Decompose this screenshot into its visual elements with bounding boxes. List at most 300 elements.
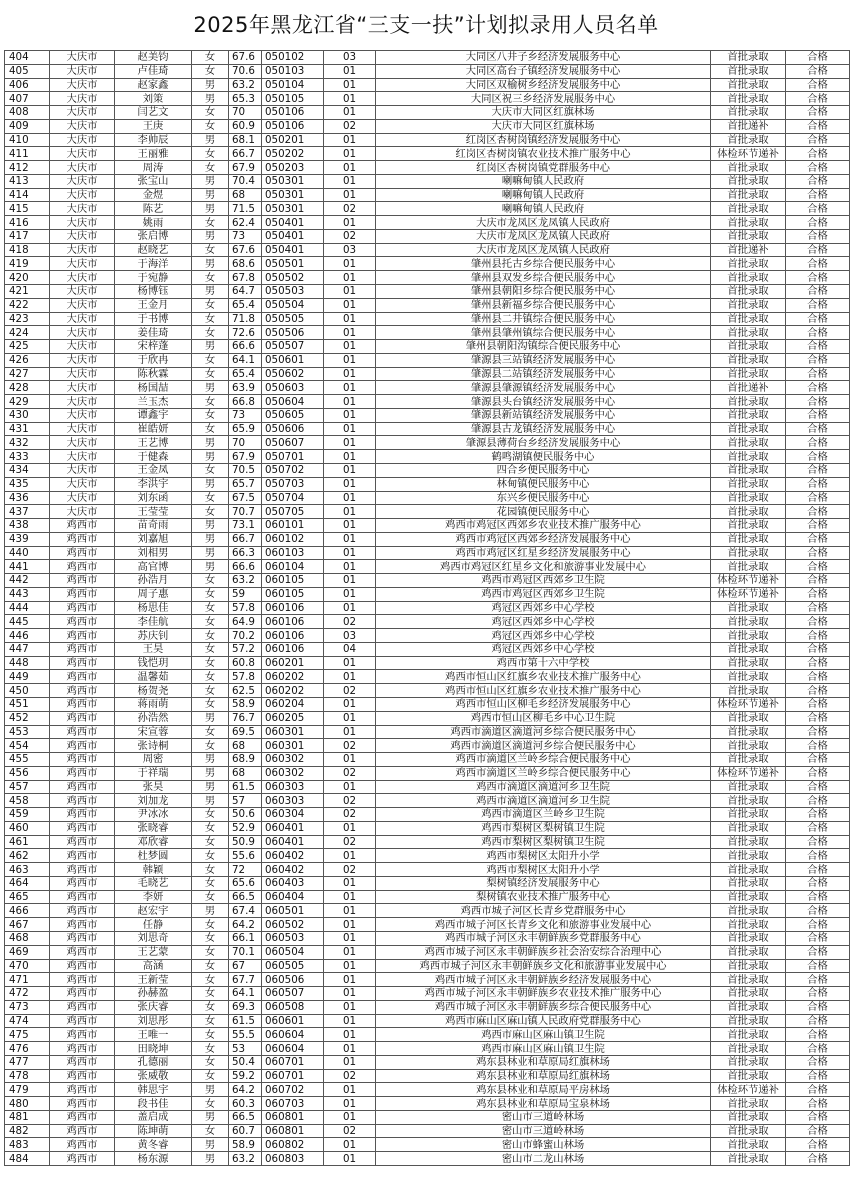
- score-cell: 61.5: [229, 780, 262, 794]
- row-number-cell: 444: [5, 601, 50, 615]
- gender-cell: 女: [192, 161, 229, 175]
- candidate-name-cell: 张宝山: [115, 174, 192, 188]
- table-row: [5, 1097, 850, 1111]
- row-number-cell: 423: [5, 312, 50, 326]
- admission-batch-cell: 首批录取: [711, 106, 786, 120]
- gender-cell: 女: [192, 932, 229, 946]
- exam-result-cell: 合格: [786, 587, 850, 601]
- admission-batch-cell: 首批录取: [711, 367, 786, 381]
- candidate-name-cell: 宋宣蓉: [115, 725, 192, 739]
- row-number-cell: 448: [5, 656, 50, 670]
- candidate-name-cell: 兰玉杰: [115, 395, 192, 409]
- exam-result-cell: 合格: [786, 202, 850, 216]
- city-cell: 鸡西市: [50, 532, 115, 546]
- city-cell: 鸡西市: [50, 1138, 115, 1152]
- row-number-cell: 442: [5, 574, 50, 588]
- admission-batch-cell: 首批录取: [711, 1069, 786, 1083]
- exam-result-cell: 合格: [786, 229, 850, 243]
- table-row: [5, 477, 850, 491]
- slot-code-cell: 02: [324, 202, 376, 216]
- gender-cell: 女: [192, 147, 229, 161]
- slot-code-cell: 01: [324, 1083, 376, 1097]
- admission-batch-cell: 首批录取: [711, 601, 786, 615]
- gender-cell: 女: [192, 973, 229, 987]
- row-number-cell: 430: [5, 408, 50, 422]
- table-row: [5, 615, 850, 629]
- table-row: [5, 243, 850, 257]
- gender-cell: 女: [192, 739, 229, 753]
- score-cell: 67: [229, 959, 262, 973]
- exam-result-cell: 合格: [786, 491, 850, 505]
- table-row: [5, 51, 850, 65]
- score-cell: 68: [229, 188, 262, 202]
- slot-code-cell: 01: [324, 1042, 376, 1056]
- position-code-cell: 050301: [262, 174, 324, 188]
- table-row: [5, 312, 850, 326]
- position-code-cell: 050504: [262, 298, 324, 312]
- table-row: [5, 285, 850, 299]
- admission-batch-cell: 首批录取: [711, 959, 786, 973]
- admission-batch-cell: 首批录取: [711, 890, 786, 904]
- candidate-name-cell: 赵美钧: [115, 51, 192, 65]
- candidate-name-cell: 周子惠: [115, 587, 192, 601]
- slot-code-cell: 01: [324, 697, 376, 711]
- score-cell: 63.2: [229, 574, 262, 588]
- candidate-name-cell: 段书佳: [115, 1097, 192, 1111]
- position-code-cell: 050201: [262, 133, 324, 147]
- position-code-cell: 060106: [262, 642, 324, 656]
- admission-batch-cell: 首批录取: [711, 257, 786, 271]
- employer-unit-cell: 大庆市大同区红旗林场: [376, 106, 711, 120]
- row-number-cell: 483: [5, 1138, 50, 1152]
- slot-code-cell: 01: [324, 106, 376, 120]
- score-cell: 50.6: [229, 808, 262, 822]
- score-cell: 58.9: [229, 1138, 262, 1152]
- position-code-cell: 060303: [262, 780, 324, 794]
- row-number-cell: 439: [5, 532, 50, 546]
- score-cell: 64.1: [229, 353, 262, 367]
- position-code-cell: 050705: [262, 505, 324, 519]
- city-cell: 鸡西市: [50, 587, 115, 601]
- city-cell: 大庆市: [50, 298, 115, 312]
- admission-batch-cell: 体检环节递补: [711, 574, 786, 588]
- row-number-cell: 424: [5, 326, 50, 340]
- score-cell: 63.2: [229, 78, 262, 92]
- exam-result-cell: 合格: [786, 174, 850, 188]
- roster-body: [5, 51, 850, 1166]
- slot-code-cell: 01: [324, 422, 376, 436]
- position-code-cell: 060604: [262, 1042, 324, 1056]
- row-number-cell: 465: [5, 890, 50, 904]
- table-row: [5, 505, 850, 519]
- exam-result-cell: 合格: [786, 243, 850, 257]
- city-cell: 大庆市: [50, 436, 115, 450]
- gender-cell: 女: [192, 51, 229, 65]
- position-code-cell: 060105: [262, 587, 324, 601]
- slot-code-cell: 01: [324, 408, 376, 422]
- city-cell: 鸡西市: [50, 1110, 115, 1124]
- exam-result-cell: 合格: [786, 711, 850, 725]
- employer-unit-cell: 鸡西市滴道区兰岭乡综合便民服务中心: [376, 766, 711, 780]
- position-code-cell: 060507: [262, 987, 324, 1001]
- position-code-cell: 060204: [262, 697, 324, 711]
- position-code-cell: 060503: [262, 932, 324, 946]
- gender-cell: 男: [192, 711, 229, 725]
- admission-batch-cell: 首批录取: [711, 161, 786, 175]
- gender-cell: 女: [192, 326, 229, 340]
- slot-code-cell: 01: [324, 436, 376, 450]
- score-cell: 59.2: [229, 1069, 262, 1083]
- candidate-name-cell: 李帅辰: [115, 133, 192, 147]
- score-cell: 50.4: [229, 1055, 262, 1069]
- gender-cell: 女: [192, 64, 229, 78]
- position-code-cell: 050603: [262, 381, 324, 395]
- gender-cell: 女: [192, 1042, 229, 1056]
- row-number-cell: 461: [5, 835, 50, 849]
- slot-code-cell: 01: [324, 491, 376, 505]
- row-number-cell: 407: [5, 92, 50, 106]
- slot-code-cell: 03: [324, 51, 376, 65]
- exam-result-cell: 合格: [786, 863, 850, 877]
- slot-code-cell: 01: [324, 821, 376, 835]
- candidate-name-cell: 赵宏宇: [115, 904, 192, 918]
- exam-result-cell: 合格: [786, 64, 850, 78]
- city-cell: 鸡西市: [50, 821, 115, 835]
- city-cell: 鸡西市: [50, 959, 115, 973]
- position-code-cell: 050202: [262, 147, 324, 161]
- exam-result-cell: 合格: [786, 381, 850, 395]
- candidate-name-cell: 宋梓蓬: [115, 340, 192, 354]
- score-cell: 66.7: [229, 532, 262, 546]
- employer-unit-cell: 鸡西市滴道区滴道河乡卫生院: [376, 794, 711, 808]
- score-cell: 60.9: [229, 119, 262, 133]
- city-cell: 大庆市: [50, 505, 115, 519]
- row-number-cell: 473: [5, 1000, 50, 1014]
- exam-result-cell: 合格: [786, 546, 850, 560]
- gender-cell: 女: [192, 1028, 229, 1042]
- admission-batch-cell: 首批录取: [711, 1110, 786, 1124]
- table-row: [5, 1124, 850, 1138]
- score-cell: 69.5: [229, 725, 262, 739]
- exam-result-cell: 合格: [786, 257, 850, 271]
- row-number-cell: 418: [5, 243, 50, 257]
- employer-unit-cell: 四合乡便民服务中心: [376, 463, 711, 477]
- candidate-name-cell: 张诗桐: [115, 739, 192, 753]
- position-code-cell: 060205: [262, 711, 324, 725]
- admission-batch-cell: 首批录取: [711, 642, 786, 656]
- gender-cell: 女: [192, 367, 229, 381]
- employer-unit-cell: 大同区高台子镇经济发展服务中心: [376, 64, 711, 78]
- position-code-cell: 060601: [262, 1014, 324, 1028]
- row-number-cell: 440: [5, 546, 50, 560]
- employer-unit-cell: 红岗区杏树岗镇经济发展服务中心: [376, 133, 711, 147]
- slot-code-cell: 01: [324, 147, 376, 161]
- row-number-cell: 476: [5, 1042, 50, 1056]
- score-cell: 66.3: [229, 546, 262, 560]
- city-cell: 鸡西市: [50, 1083, 115, 1097]
- score-cell: 61.5: [229, 1014, 262, 1028]
- candidate-name-cell: 刘思彤: [115, 1014, 192, 1028]
- employer-unit-cell: 大同区祝三乡经济发展服务中心: [376, 92, 711, 106]
- candidate-name-cell: 陈坤萌: [115, 1124, 192, 1138]
- gender-cell: 男: [192, 381, 229, 395]
- row-number-cell: 451: [5, 697, 50, 711]
- city-cell: 大庆市: [50, 119, 115, 133]
- exam-result-cell: 合格: [786, 1083, 850, 1097]
- employer-unit-cell: 鸡西市梨树区梨树镇卫生院: [376, 821, 711, 835]
- position-code-cell: 060801: [262, 1110, 324, 1124]
- gender-cell: 男: [192, 753, 229, 767]
- position-code-cell: 060401: [262, 835, 324, 849]
- city-cell: 鸡西市: [50, 849, 115, 863]
- table-row: [5, 326, 850, 340]
- exam-result-cell: 合格: [786, 808, 850, 822]
- table-row: [5, 133, 850, 147]
- exam-result-cell: 合格: [786, 271, 850, 285]
- exam-result-cell: 合格: [786, 725, 850, 739]
- score-cell: 68: [229, 739, 262, 753]
- employer-unit-cell: 鸡西市麻山区麻山镇卫生院: [376, 1028, 711, 1042]
- gender-cell: 男: [192, 532, 229, 546]
- position-code-cell: 050604: [262, 395, 324, 409]
- candidate-name-cell: 李佳航: [115, 615, 192, 629]
- employer-unit-cell: 肇州县新福乡综合便民服务中心: [376, 298, 711, 312]
- admission-batch-cell: 首批录取: [711, 739, 786, 753]
- candidate-name-cell: 孙赫盈: [115, 987, 192, 1001]
- table-row: [5, 574, 850, 588]
- row-number-cell: 436: [5, 491, 50, 505]
- table-row: [5, 174, 850, 188]
- employer-unit-cell: 鸡西市梨树区梨树镇卫生院: [376, 835, 711, 849]
- candidate-name-cell: 孔德丽: [115, 1055, 192, 1069]
- score-cell: 67.9: [229, 450, 262, 464]
- position-code-cell: 060402: [262, 849, 324, 863]
- employer-unit-cell: 鸡西市城子河区长青乡党群服务中心: [376, 904, 711, 918]
- employer-unit-cell: 大庆市大同区红旗林场: [376, 119, 711, 133]
- admission-batch-cell: 首批录取: [711, 463, 786, 477]
- employer-unit-cell: 鸡西市城子河区长青乡文化和旅游事业发展中心: [376, 918, 711, 932]
- candidate-name-cell: 王金凤: [115, 463, 192, 477]
- slot-code-cell: 01: [324, 1152, 376, 1166]
- slot-code-cell: 02: [324, 808, 376, 822]
- row-number-cell: 411: [5, 147, 50, 161]
- admission-batch-cell: 首批录取: [711, 1014, 786, 1028]
- city-cell: 鸡西市: [50, 904, 115, 918]
- row-number-cell: 427: [5, 367, 50, 381]
- position-code-cell: 060302: [262, 753, 324, 767]
- candidate-name-cell: 于祥瑞: [115, 766, 192, 780]
- score-cell: 66.5: [229, 1110, 262, 1124]
- table-row: [5, 216, 850, 230]
- candidate-name-cell: 杨贺尧: [115, 684, 192, 698]
- table-row: [5, 835, 850, 849]
- row-number-cell: 428: [5, 381, 50, 395]
- row-number-cell: 477: [5, 1055, 50, 1069]
- employer-unit-cell: 花园镇便民服务中心: [376, 505, 711, 519]
- row-number-cell: 468: [5, 932, 50, 946]
- gender-cell: 女: [192, 945, 229, 959]
- city-cell: 大庆市: [50, 422, 115, 436]
- candidate-name-cell: 王昊: [115, 642, 192, 656]
- exam-result-cell: 合格: [786, 450, 850, 464]
- slot-code-cell: 01: [324, 174, 376, 188]
- table-row: [5, 739, 850, 753]
- score-cell: 58.9: [229, 697, 262, 711]
- table-row: [5, 753, 850, 767]
- score-cell: 66.1: [229, 932, 262, 946]
- exam-result-cell: 合格: [786, 697, 850, 711]
- slot-code-cell: 02: [324, 684, 376, 698]
- exam-result-cell: 合格: [786, 890, 850, 904]
- score-cell: 67.4: [229, 904, 262, 918]
- slot-code-cell: 01: [324, 257, 376, 271]
- gender-cell: 女: [192, 821, 229, 835]
- slot-code-cell: 01: [324, 1097, 376, 1111]
- score-cell: 57.8: [229, 601, 262, 615]
- city-cell: 鸡西市: [50, 753, 115, 767]
- gender-cell: 女: [192, 725, 229, 739]
- candidate-name-cell: 王庚: [115, 119, 192, 133]
- position-code-cell: 050105: [262, 92, 324, 106]
- table-row: [5, 491, 850, 505]
- city-cell: 鸡西市: [50, 835, 115, 849]
- exam-result-cell: 合格: [786, 51, 850, 65]
- row-number-cell: 458: [5, 794, 50, 808]
- position-code-cell: 050301: [262, 188, 324, 202]
- table-row: [5, 381, 850, 395]
- employer-unit-cell: 大庆市龙凤区龙凤镇人民政府: [376, 229, 711, 243]
- position-code-cell: 060202: [262, 670, 324, 684]
- exam-result-cell: 合格: [786, 463, 850, 477]
- table-row: [5, 1042, 850, 1056]
- city-cell: 鸡西市: [50, 711, 115, 725]
- table-row: [5, 1152, 850, 1166]
- exam-result-cell: 合格: [786, 876, 850, 890]
- position-code-cell: 060104: [262, 560, 324, 574]
- position-code-cell: 060505: [262, 959, 324, 973]
- exam-result-cell: 合格: [786, 1055, 850, 1069]
- table-row: [5, 64, 850, 78]
- gender-cell: 女: [192, 808, 229, 822]
- exam-result-cell: 合格: [786, 216, 850, 230]
- table-row: [5, 106, 850, 120]
- city-cell: 大庆市: [50, 147, 115, 161]
- employer-unit-cell: 东兴乡便民服务中心: [376, 491, 711, 505]
- table-row: [5, 987, 850, 1001]
- row-number-cell: 446: [5, 629, 50, 643]
- gender-cell: 男: [192, 92, 229, 106]
- table-row: [5, 202, 850, 216]
- position-code-cell: 060301: [262, 725, 324, 739]
- gender-cell: 男: [192, 188, 229, 202]
- admission-batch-cell: 首批录取: [711, 945, 786, 959]
- admission-batch-cell: 首批录取: [711, 1000, 786, 1014]
- gender-cell: 女: [192, 656, 229, 670]
- candidate-name-cell: 于海洋: [115, 257, 192, 271]
- position-code-cell: 050203: [262, 161, 324, 175]
- employer-unit-cell: 鸡冠区西郊乡中心学校: [376, 615, 711, 629]
- gender-cell: 男: [192, 794, 229, 808]
- gender-cell: 女: [192, 119, 229, 133]
- gender-cell: 男: [192, 78, 229, 92]
- employer-unit-cell: 大庆市龙凤区龙凤镇人民政府: [376, 243, 711, 257]
- candidate-name-cell: 韩颖: [115, 863, 192, 877]
- row-number-cell: 405: [5, 64, 50, 78]
- row-number-cell: 408: [5, 106, 50, 120]
- table-row: [5, 298, 850, 312]
- city-cell: 大庆市: [50, 395, 115, 409]
- city-cell: 鸡西市: [50, 642, 115, 656]
- position-code-cell: 050401: [262, 216, 324, 230]
- candidate-name-cell: 赵晓艺: [115, 243, 192, 257]
- employer-unit-cell: 喇嘛甸镇人民政府: [376, 202, 711, 216]
- gender-cell: 男: [192, 1138, 229, 1152]
- candidate-name-cell: 刘策: [115, 92, 192, 106]
- score-cell: 69.3: [229, 1000, 262, 1014]
- gender-cell: 男: [192, 519, 229, 533]
- row-number-cell: 422: [5, 298, 50, 312]
- gender-cell: 男: [192, 1110, 229, 1124]
- table-row: [5, 1028, 850, 1042]
- city-cell: 鸡西市: [50, 932, 115, 946]
- row-number-cell: 474: [5, 1014, 50, 1028]
- city-cell: 鸡西市: [50, 1124, 115, 1138]
- candidate-name-cell: 周涛: [115, 161, 192, 175]
- table-row: [5, 367, 850, 381]
- position-code-cell: 050401: [262, 229, 324, 243]
- position-code-cell: 050301: [262, 202, 324, 216]
- city-cell: 鸡西市: [50, 945, 115, 959]
- exam-result-cell: 合格: [786, 1124, 850, 1138]
- position-code-cell: 060304: [262, 808, 324, 822]
- employer-unit-cell: 鸡西市城子河区永丰朝鲜族乡综合便民服务中心: [376, 1000, 711, 1014]
- slot-code-cell: 01: [324, 450, 376, 464]
- gender-cell: 男: [192, 766, 229, 780]
- table-row: [5, 436, 850, 450]
- table-row: [5, 408, 850, 422]
- admission-batch-cell: 首批录取: [711, 353, 786, 367]
- exam-result-cell: 合格: [786, 395, 850, 409]
- position-code-cell: 050507: [262, 340, 324, 354]
- admission-batch-cell: 首批录取: [711, 1097, 786, 1111]
- gender-cell: 女: [192, 216, 229, 230]
- employer-unit-cell: 鸡西市城子河区永丰朝鲜族乡农业技术推广服务中心: [376, 987, 711, 1001]
- candidate-name-cell: 刘加龙: [115, 794, 192, 808]
- score-cell: 62.4: [229, 216, 262, 230]
- table-row: [5, 849, 850, 863]
- admission-batch-cell: 首批录取: [711, 1042, 786, 1056]
- exam-result-cell: 合格: [786, 574, 850, 588]
- row-number-cell: 416: [5, 216, 50, 230]
- employer-unit-cell: 鸡西市恒山区柳毛乡经济发展服务中心: [376, 697, 711, 711]
- row-number-cell: 467: [5, 918, 50, 932]
- candidate-name-cell: 于欣冉: [115, 353, 192, 367]
- position-code-cell: 060801: [262, 1124, 324, 1138]
- position-code-cell: 060506: [262, 973, 324, 987]
- candidate-name-cell: 金煜: [115, 188, 192, 202]
- exam-result-cell: 合格: [786, 656, 850, 670]
- position-code-cell: 050501: [262, 257, 324, 271]
- exam-result-cell: 合格: [786, 849, 850, 863]
- row-number-cell: 409: [5, 119, 50, 133]
- row-number-cell: 472: [5, 987, 50, 1001]
- employer-unit-cell: 肇源县头台镇经济发展服务中心: [376, 395, 711, 409]
- table-row: [5, 587, 850, 601]
- employer-unit-cell: 鸡东县林业和草原局红旗林场: [376, 1069, 711, 1083]
- city-cell: 鸡西市: [50, 1055, 115, 1069]
- position-code-cell: 060404: [262, 890, 324, 904]
- position-code-cell: 060303: [262, 794, 324, 808]
